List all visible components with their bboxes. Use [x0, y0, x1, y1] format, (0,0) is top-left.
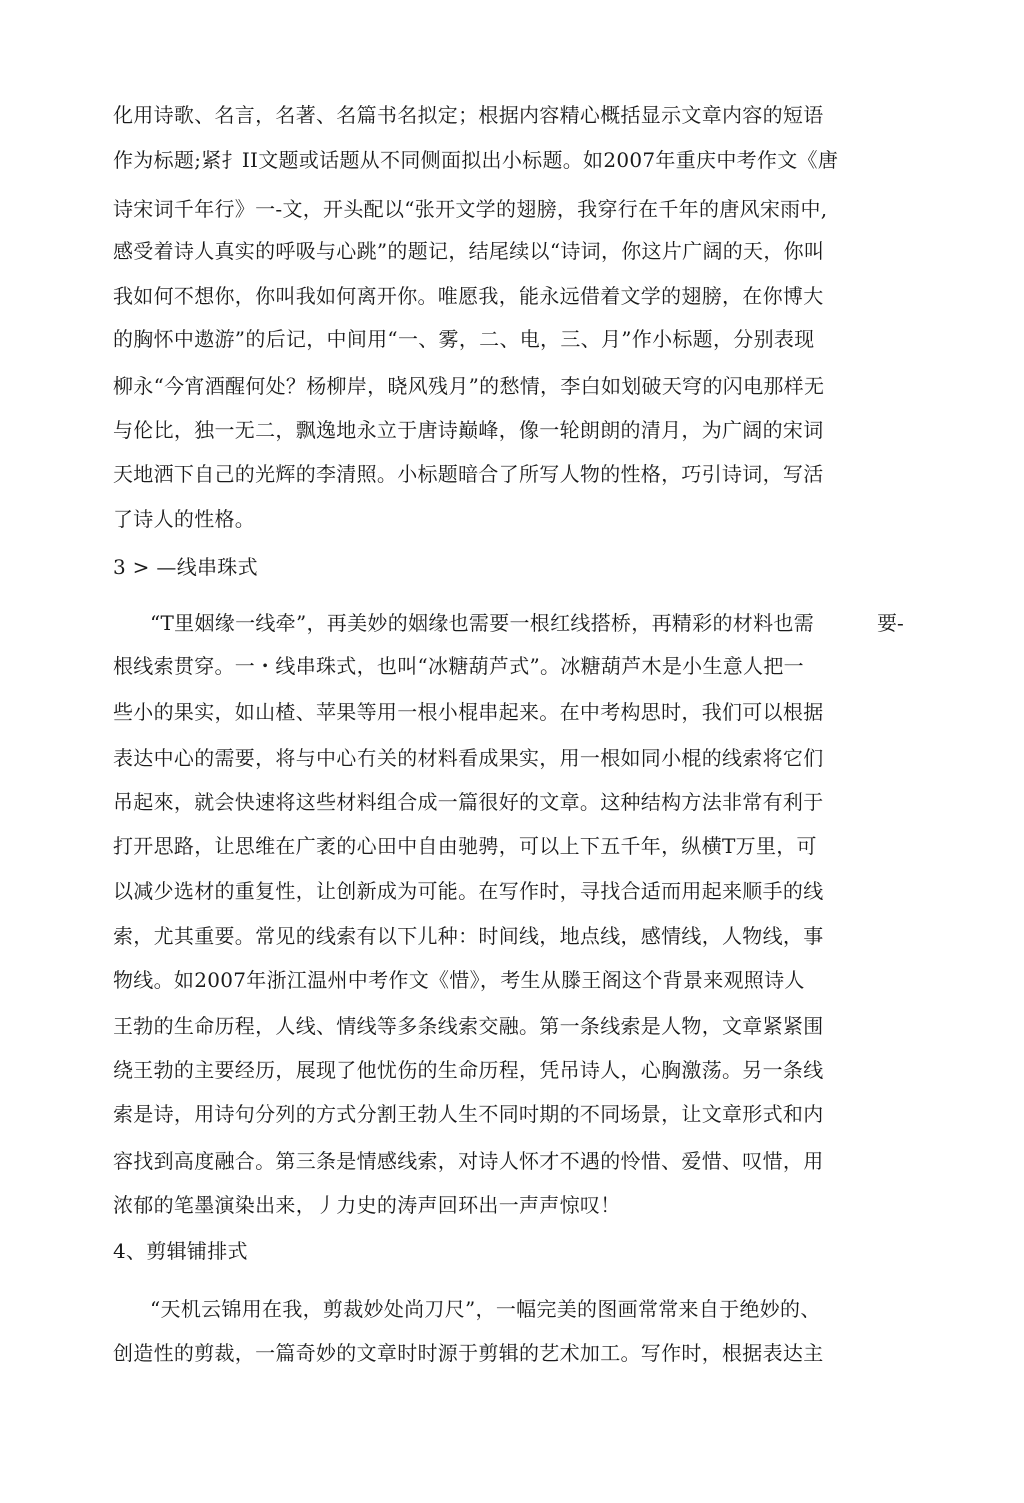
- text-line: 柳永“今宵酒醒何处？杨柳岸，晓风残月”的愁情，李白如划破天穹的闪电那样无: [113, 374, 825, 398]
- section-heading: 4、剪辑铺排式: [113, 1239, 248, 1263]
- text-line: 索是诗，用诗句分列的方式分割王勃人生不同吋期的不同场景，让文章形式和内: [113, 1102, 824, 1126]
- text-line: 打开思路，让思维在广袤的心田中自由驰骋，可以上下五千年，纵横T万里，可: [113, 834, 817, 858]
- text-line: 与伦比，独一无二，飘逸地永立于唐诗巅峰，像一轮朗朗的清月，为广阔的宋词: [113, 418, 824, 442]
- text-line: 以减少选材的重复性，让创新成为可能。在写作时，寻找合适而用起来顺手的线: [113, 879, 824, 903]
- text-line: 化用诗歌、名言，名著、名篇书名拟定；根据内容精心概括显示文章内容的短语: [113, 103, 824, 127]
- text-line: 了诗人的性格。: [113, 507, 256, 531]
- text-line: 些小的果实，如山楂、苹果等用一根小棍串起来。在中考构思时，我们可以根据: [113, 700, 824, 724]
- text-line: 物线。如2007年浙江温州中考作文《惜》，考生从滕王阁这个背景来观照诗人: [113, 968, 805, 992]
- text-line-fragment: 要-: [877, 611, 904, 635]
- text-line: 创造性的剪裁，一篇奇妙的文章时时源于剪辑的艺术加工。写作时，根据表达主: [113, 1341, 824, 1365]
- text-line: “天机云锦用在我，剪裁妙处尚刀尺”，一幅完美的图画常常来自于绝妙的、: [150, 1297, 821, 1321]
- text-line: 浓郁的笔墨演染出来，丿力史的涛声回环出一声声惊叹！: [113, 1193, 621, 1217]
- text-line: 索，尤其重要。常见的线索有以下儿种：时间线，地点线，感情线，人物线，事: [113, 924, 824, 948]
- text-line: 容找到高度融合。第三条是情感线索，对诗人怀才不遇的怜惜、爱惜、叹惜，用: [113, 1149, 824, 1173]
- text-line: 根线索贯穿。一・线串珠式，也叫“冰糖葫芦式”。冰糖葫芦木是小生意人把一: [113, 654, 804, 678]
- text-line: 诗宋词千年行》一-文，开头配以“张开文学的翅膀，我穿行在千年的唐风宋雨中,: [113, 197, 828, 221]
- text-line: “T里姻缘一线牵”，再美妙的姻缘也需要一根红线搭桥，再精彩的材料也需: [150, 611, 814, 635]
- text-line: 作为标题;紧扌II文题或话题从不同侧面拟出小标题。如2007年重庆中考作文《唐: [113, 148, 839, 172]
- section-heading: 3 > —线串珠式: [113, 555, 258, 579]
- text-line: 我如何不想你，你叫我如何离开你。唯愿我，能永远借着文学的翅膀，在你博大: [113, 284, 824, 308]
- text-line: 吊起來，就会快速将这些材料组合成一篇很好的文章。这种结构方法非常有利于: [113, 790, 824, 814]
- text-line: 感受着诗人真实的呼吸与心跳”的题记，结尾续以“诗词，你这片广阔的天，你叫: [113, 239, 825, 263]
- text-line: 王勃的生命历程，人线、情线等多条线索交融。第一条线索是人物，文章紧紧围: [113, 1014, 824, 1038]
- text-line: 的胸怀中遨游”的后记，中间用“一、雾，二、电，三、月”作小标题，分别表现: [113, 327, 815, 351]
- text-line: 绕王勃的主要经历，展现了他忧伤的生命历程，凭吊诗人，心胸激荡。另一条线: [113, 1058, 824, 1082]
- text-line: 表达中心的需要，将与中心冇关的材料看成果实，用一根如同小棍的线索将它们: [113, 746, 824, 770]
- text-line: 天地洒下自己的光辉的李清照。小标题暗合了所写人物的性格，巧引诗词，写活: [113, 462, 824, 486]
